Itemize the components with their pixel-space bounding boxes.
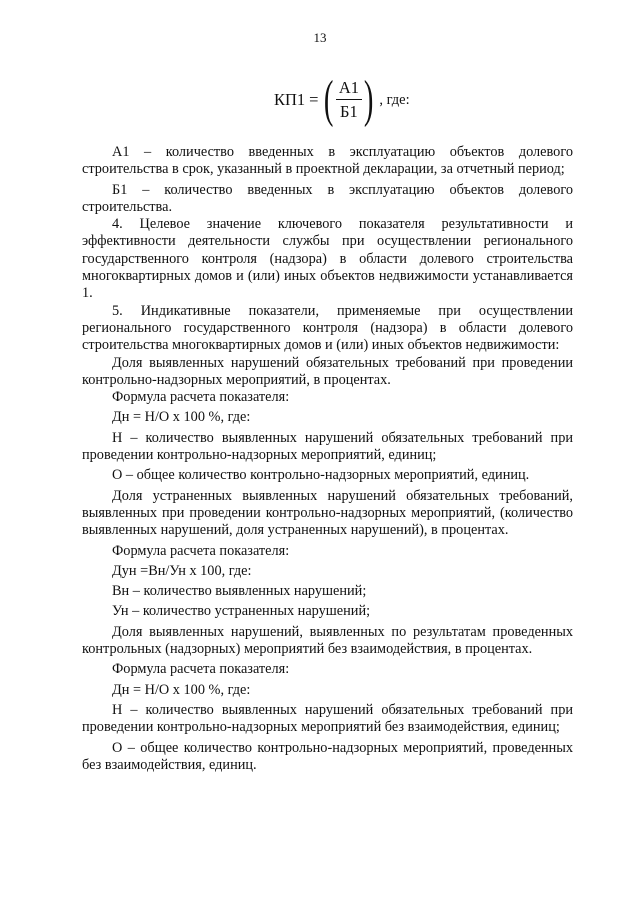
formula-numerator: А1	[336, 78, 362, 100]
variable-definition: Н – количество выявленных нарушений обязательных требований при проведении контрольно-надзорных мероприятий, единиц;	[82, 429, 573, 464]
variable-definition: Н – количество выявленных нарушений обязательных требований при проведении контрольно-надзорных мероприятий без взаимодействия, единиц;	[82, 701, 573, 736]
formula-lhs: КП1	[274, 90, 306, 109]
definition-b1: Б1 – количество введенных в эксплуатацию объектов долевого строительства.	[82, 181, 573, 215]
variable-definition: О – общее количество контрольно-надзорных мероприятий, проведенных без взаимодействия, единиц.	[82, 739, 573, 773]
indicator-1-description: Доля выявленных нарушений обязательных требований при проведении контрольно-надзорных мероприятий, в процентах.	[82, 354, 573, 388]
page-number: 13	[313, 30, 327, 45]
indicator-2-description: Доля устраненных выявленных нарушений обязательных требований, выявленных при проведении контрольно-надзорных мероприятий, (количество выявленных нарушений, доля устраненных нарушений), в процентах.	[82, 487, 573, 539]
formula-heading: Формула расчета показателя:	[112, 389, 290, 406]
formula-suffix: , где:	[379, 91, 410, 108]
formula-fraction	[336, 78, 362, 122]
definition-a1: А1 – количество введенных в эксплуатацию объектов долевого строительства в срок, указанный в проектной декларации, за отчетный период;	[82, 144, 573, 178]
section-4-target-value: 4. Целевое значение ключевого показателя результативности и эффективности деятельности службы при осуществлении регионального государственного контроля (надзора) в области долевого строительства многоквартирных домов и (или) иных объектов недвижимости устанавливается 1.	[82, 216, 573, 302]
right-parenthesis: )	[363, 71, 374, 128]
formula-line: Дн = Н/О х 100 %, где:	[112, 409, 251, 426]
formula-heading: Формула расчета показателя:	[112, 661, 290, 678]
variable-definition: Вн – количество выявленных нарушений;	[112, 583, 367, 600]
left-parenthesis: (	[324, 71, 334, 128]
formula-denominator: Б1	[340, 102, 358, 121]
variable-definition: Ун – количество устраненных нарушений;	[112, 603, 371, 620]
body-text	[82, 144, 573, 774]
formula-line: Дун =Вн/Ун х 100, где:	[112, 562, 252, 579]
section-5-indicators: 5. Индикативные показатели, применяемые при осуществлении регионального государственного контроля (надзора) в области долевого строительства многоквартирных домов и (или) иных объектов недвижимости:	[82, 302, 573, 354]
formula-heading: Формула расчета показателя:	[112, 542, 290, 559]
indicator-3-description: Доля выявленных нарушений, выявленных по результатам проведенных контрольных (надзорных) мероприятий без взаимодействия, в процентах.	[82, 623, 573, 658]
kp1-formula	[274, 71, 410, 128]
formula-equals: =	[309, 90, 319, 109]
formula-line: Дн = Н/О х 100 %, где:	[112, 681, 251, 698]
variable-definition: О – общее количество контрольно-надзорных мероприятий, единиц.	[112, 467, 530, 484]
